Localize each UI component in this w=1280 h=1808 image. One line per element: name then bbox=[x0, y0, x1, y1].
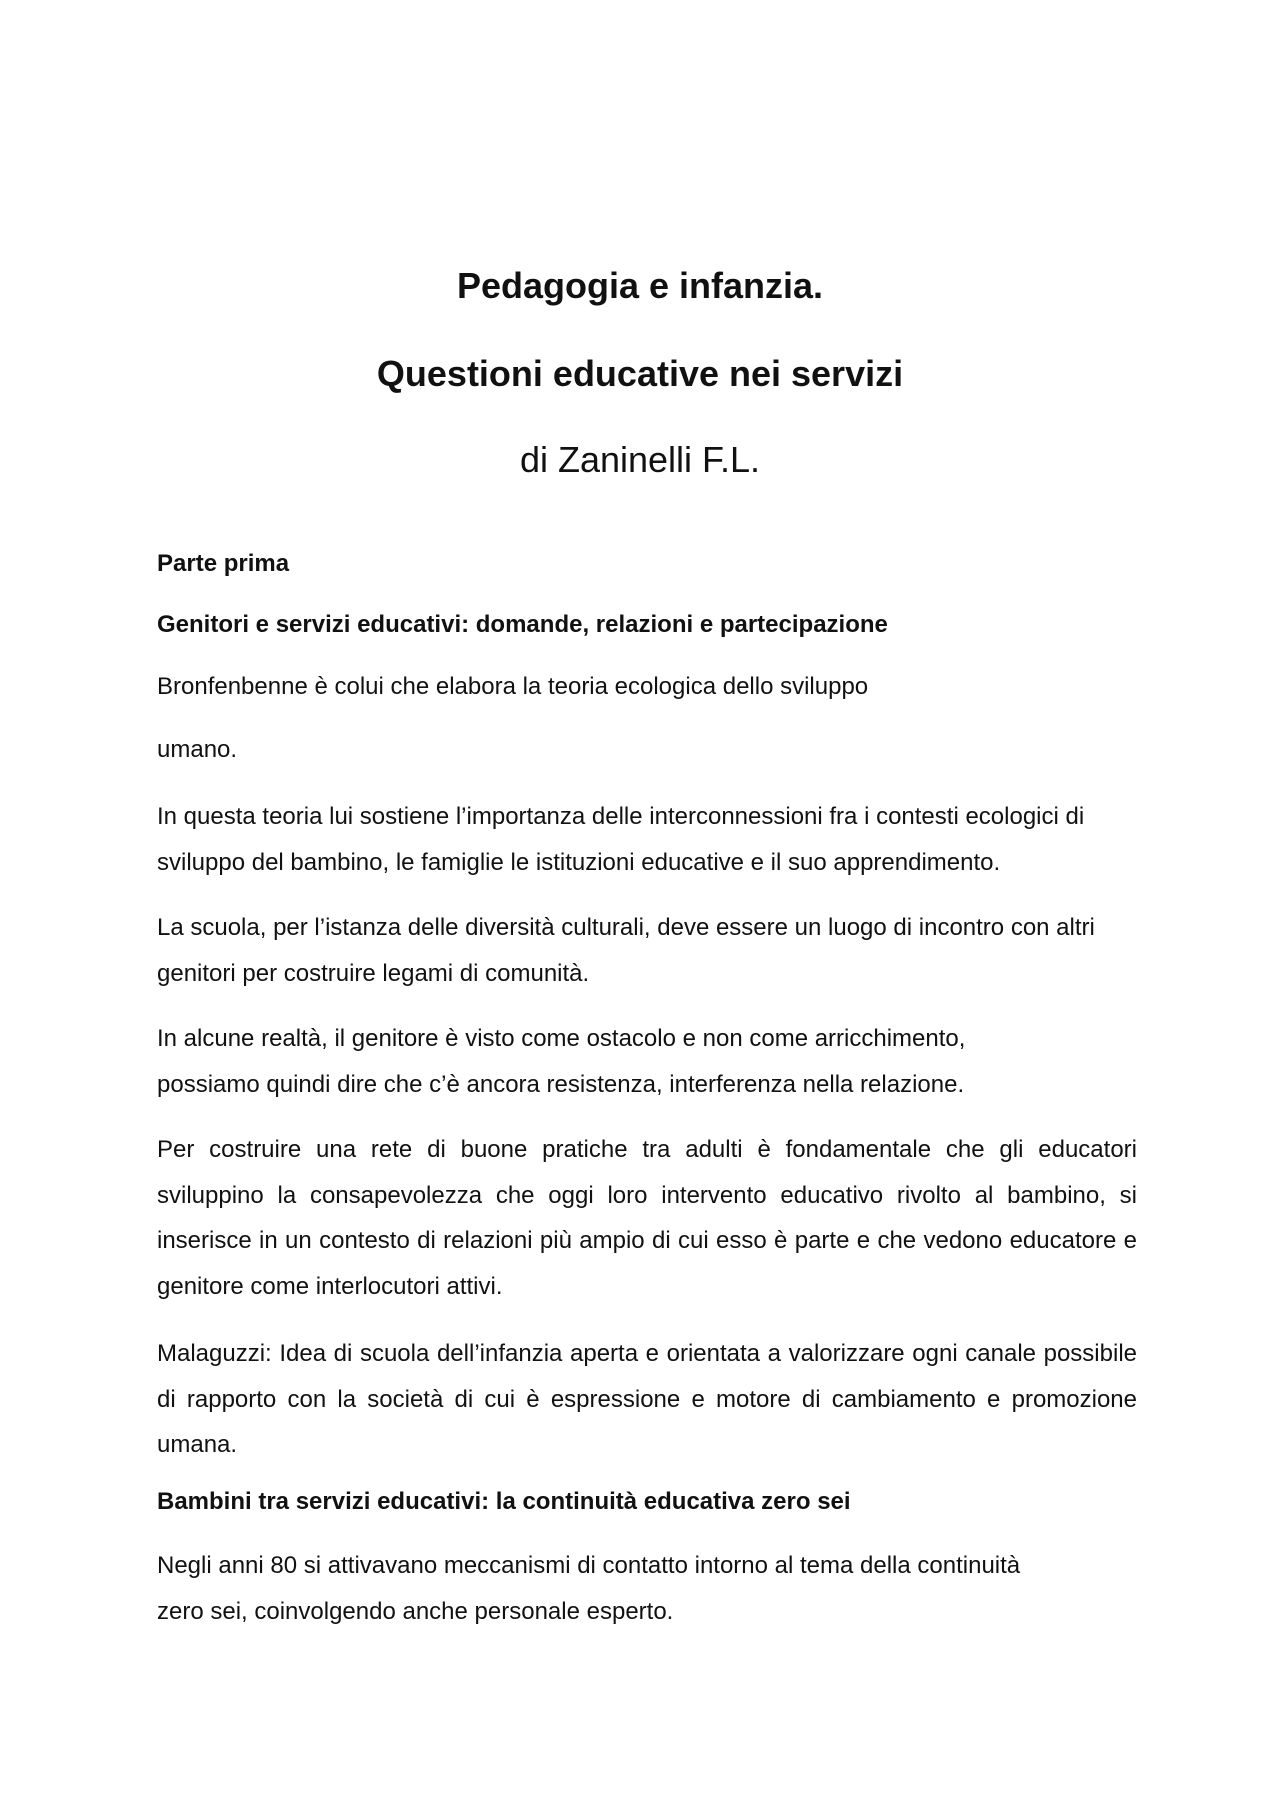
paragraph: In questa teoria lui sostiene l’importanza delle interconnessioni fra i contesti ecologici di sviluppo del bambino, le famiglie le istituzioni educative e il suo apprendimento. bbox=[157, 803, 1085, 876]
paragraph: La scuola, per l’istanza delle diversità culturali, deve essere un luogo di incontro con altri genitori per costruire legami di comunità. bbox=[157, 914, 1095, 987]
paragraph: Malaguzzi: Idea di scuola dell’infanzia aperta e orientata a valorizzare ogni canale possibile di rapporto con la società di cui è espressione e motore di cambiamento e promozione umana. bbox=[157, 1340, 1137, 1458]
document-subtitle: Questioni educative nei servizi bbox=[376, 353, 904, 394]
paragraph: Bronfenbenne è colui che elabora la teoria ecologica dello sviluppo bbox=[157, 673, 869, 700]
paragraph: possiamo quindi dire che c’è ancora resistenza, interferenza nella relazione. bbox=[157, 1071, 965, 1098]
part-heading: Parte prima bbox=[157, 550, 290, 577]
paragraph: In alcune realtà, il genitore è visto come ostacolo e non come arricchimento, bbox=[157, 1025, 966, 1052]
paragraph: Per costruire una rete di buone pratiche tra adulti è fondamentale che gli educatori sviluppino la consapevolezza che oggi loro intervento educativo rivolto al bambino, si inserisce in un contesto di relazioni più ampio di cui esso è parte e che vedono educatore e genitore come interlocutori attivi. bbox=[157, 1136, 1137, 1300]
paragraph: Negli anni 80 si attivavano meccanismi di contatto intorno al tema della continuità bbox=[157, 1552, 1021, 1579]
paragraph: zero sei, coinvolgendo anche personale esperto. bbox=[157, 1598, 674, 1625]
document-title: Pedagogia e infanzia. bbox=[456, 265, 824, 306]
section-heading: Bambini tra servizi educativi: la continuità educativa zero sei bbox=[157, 1488, 851, 1515]
section-heading: Genitori e servizi educativi: domande, relazioni e partecipazione bbox=[157, 611, 888, 638]
paragraph: umano. bbox=[157, 736, 238, 763]
document-author: di Zaninelli F.L. bbox=[519, 439, 761, 480]
